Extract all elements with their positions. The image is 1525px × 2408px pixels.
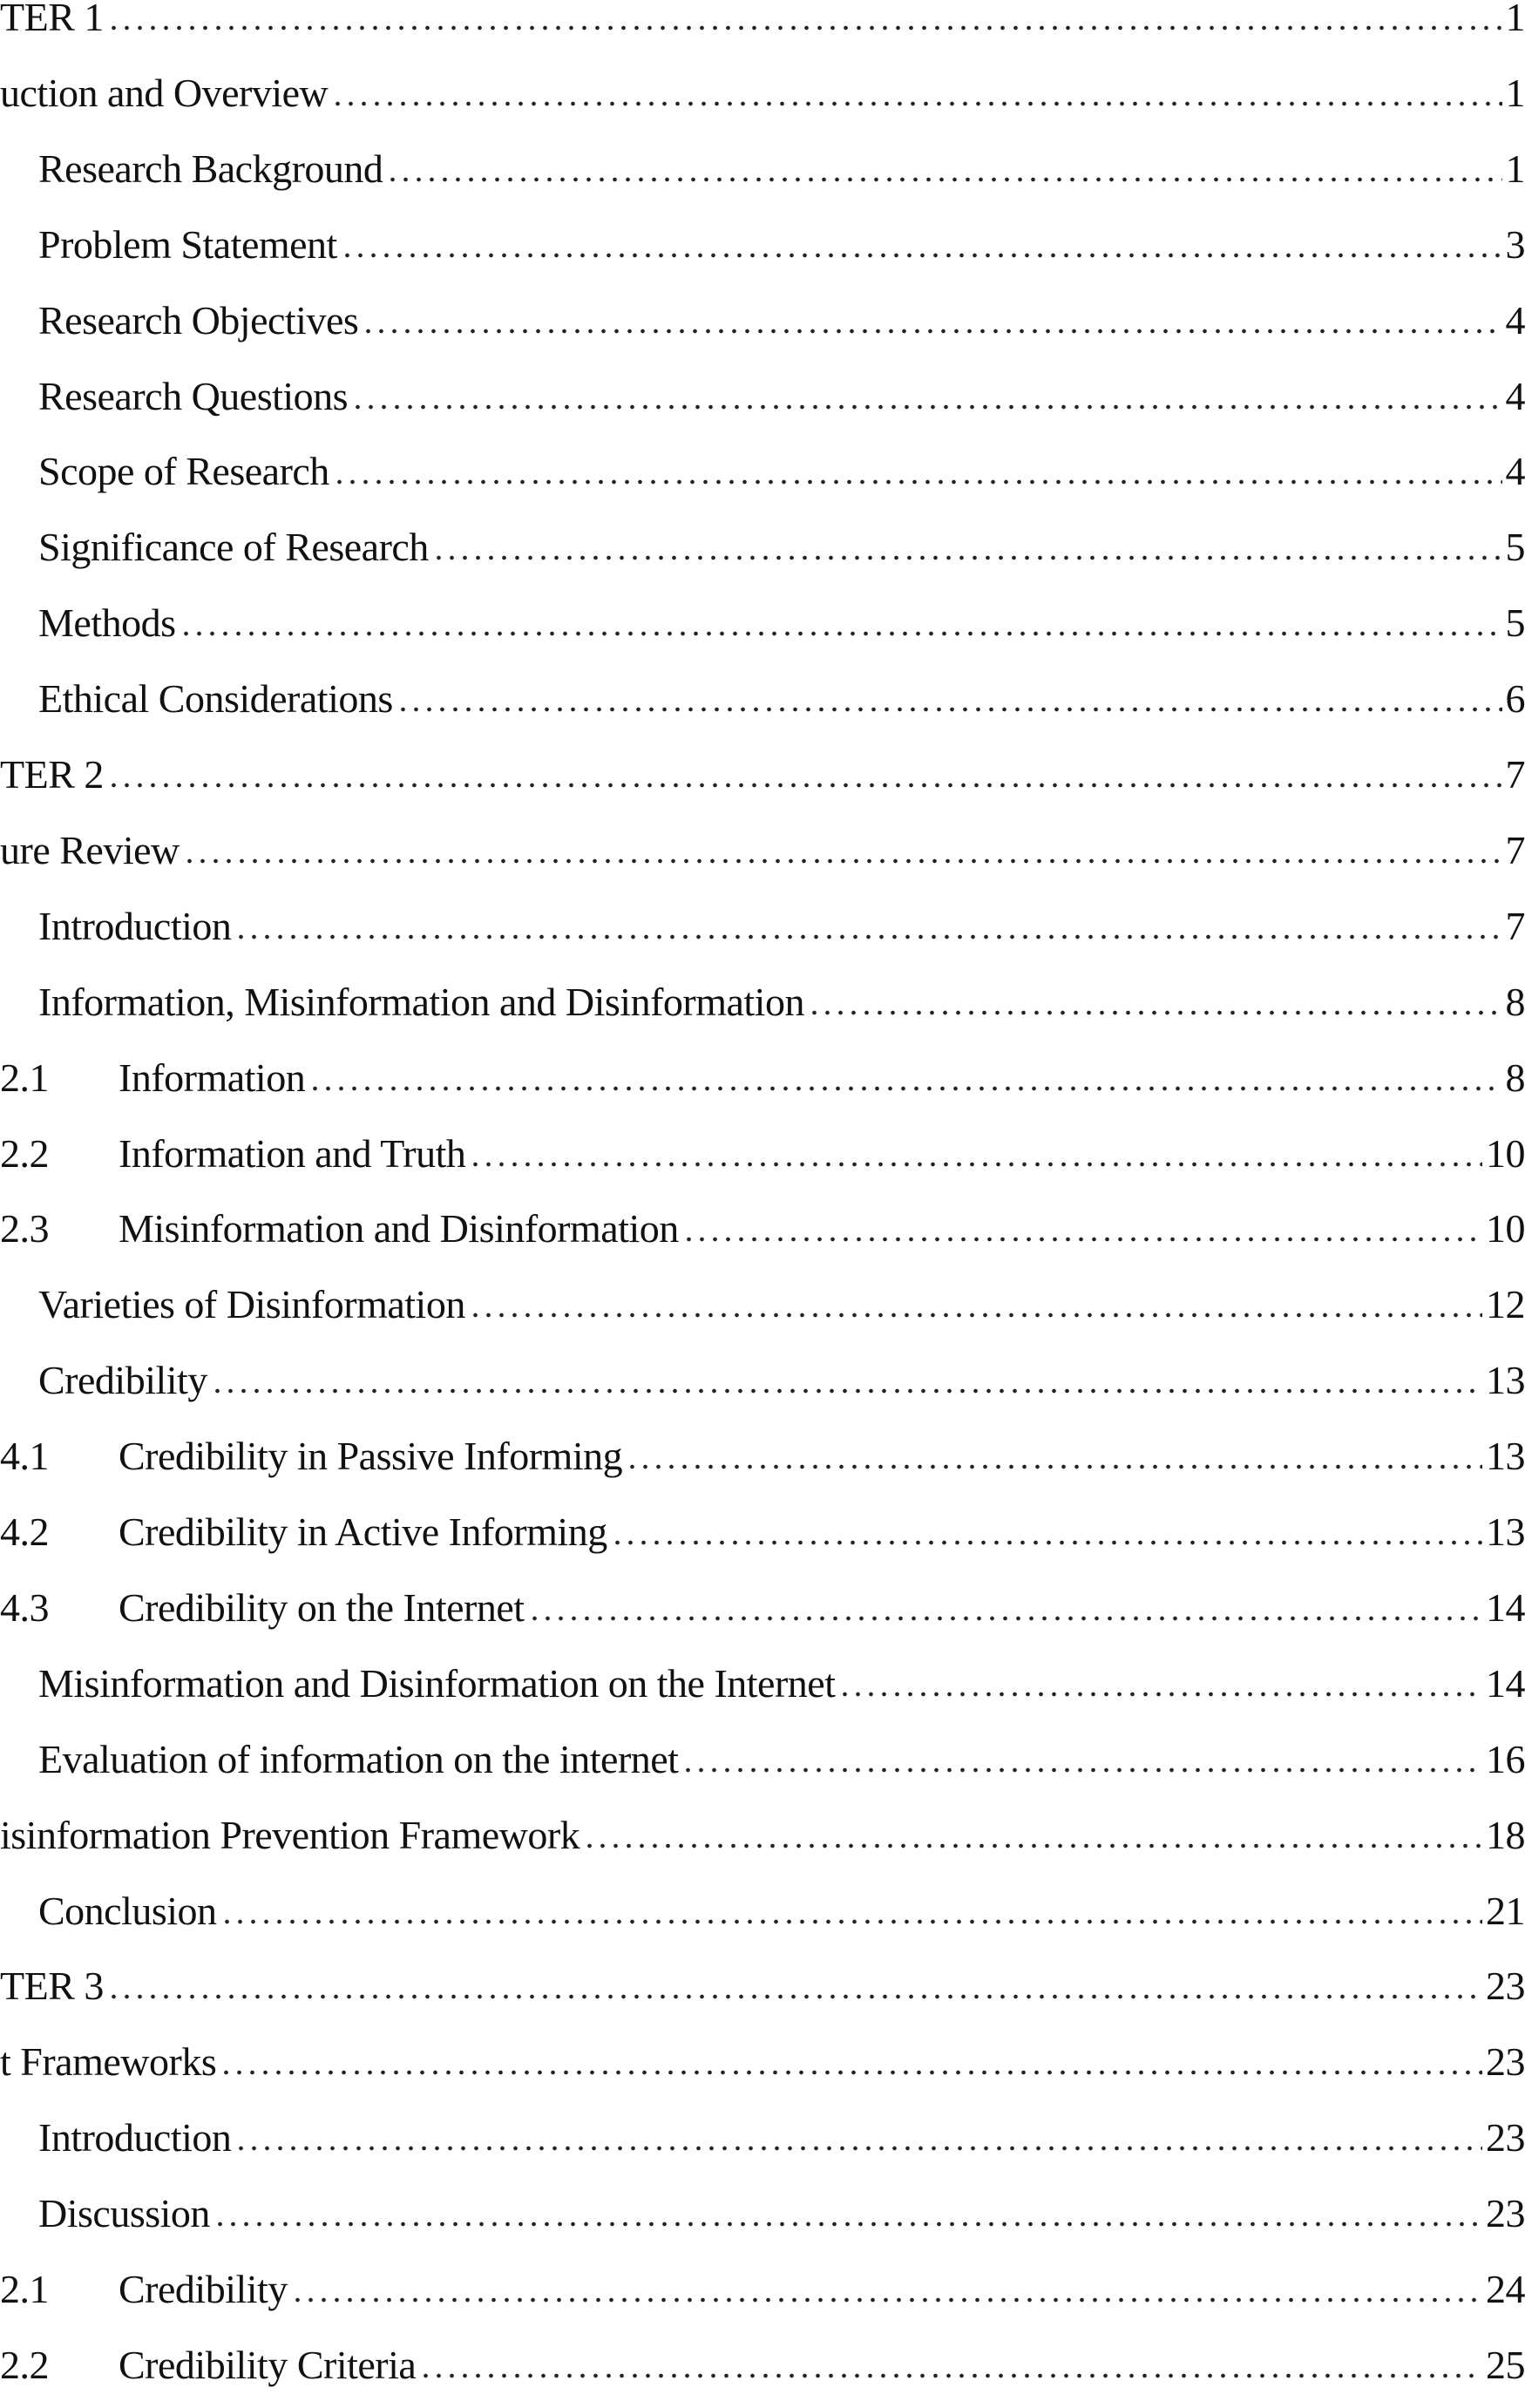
toc-entry-title: Credibility in Passive Informing xyxy=(119,1434,623,1479)
toc-entry[interactable] xyxy=(0,1960,1525,2012)
toc-entry-number: 4.1 xyxy=(0,1434,49,1479)
toc-entry-page: 4 xyxy=(1505,373,1525,418)
toc-entry-title: Evaluation of information on the internet xyxy=(38,1736,679,1781)
toc-entry-page: 25 xyxy=(1486,2342,1525,2387)
leader-dots xyxy=(351,401,1501,410)
toc-entry-page: 16 xyxy=(1486,1736,1525,1781)
toc-entry-page: 8 xyxy=(1505,1055,1525,1100)
toc-entry-page: 13 xyxy=(1486,1509,1525,1554)
toc-entry-title: Credibility Criteria xyxy=(119,2342,417,2387)
leader-dots xyxy=(396,703,1502,712)
toc-entry-title: uction and Overview xyxy=(0,70,329,115)
toc-entry-page: 23 xyxy=(1486,2191,1525,2236)
leader-dots xyxy=(220,2066,1482,2075)
toc-entry-title: Credibility xyxy=(119,2267,288,2311)
leader-dots xyxy=(341,249,1502,258)
toc-entry-page: 7 xyxy=(1505,827,1525,872)
toc-entry-page: 6 xyxy=(1505,676,1525,722)
toc-entry[interactable] xyxy=(0,1128,1525,1180)
toc-entry-page: 8 xyxy=(1505,979,1525,1024)
toc-entry[interactable] xyxy=(0,370,1525,423)
leader-dots xyxy=(333,476,1502,485)
toc-entry-number: 2.1 xyxy=(0,1055,49,1100)
toc-entry[interactable] xyxy=(0,597,1525,649)
toc-entry-title: Information xyxy=(119,1055,306,1100)
toc-entry-title: Conclusion xyxy=(38,1888,217,1933)
leader-dots xyxy=(528,1612,1482,1621)
toc-entry-page: 23 xyxy=(1486,2115,1525,2160)
toc-entry-title: Ethical Considerations xyxy=(38,676,393,722)
leader-dots xyxy=(183,855,1502,864)
toc-entry[interactable] xyxy=(0,976,1525,1028)
toc-entry[interactable] xyxy=(0,219,1525,271)
leader-dots xyxy=(308,1082,1501,1091)
leader-dots xyxy=(432,552,1502,560)
leader-dots xyxy=(107,22,1502,31)
leader-dots xyxy=(331,98,1501,106)
toc-entry-page: 21 xyxy=(1486,1888,1525,1933)
toc-entry-page: 1 xyxy=(1505,0,1525,39)
toc-entry-title: Research Questions xyxy=(38,373,349,418)
toc-entry-page: 12 xyxy=(1486,1282,1525,1327)
leader-dots xyxy=(180,627,1502,636)
toc-entry[interactable] xyxy=(0,445,1525,498)
toc-entry[interactable] xyxy=(0,295,1525,347)
toc-entry-page: 4 xyxy=(1505,449,1525,494)
toc-entry-page: 5 xyxy=(1505,600,1525,646)
toc-entry[interactable] xyxy=(0,900,1525,953)
toc-entry-title: isinformation Prevention Framework xyxy=(0,1812,580,1857)
toc-entry-title: Information and Truth xyxy=(119,1130,466,1176)
leader-dots xyxy=(234,931,1501,939)
toc-entry-title: t Frameworks xyxy=(0,2039,217,2085)
toc-entry[interactable] xyxy=(0,749,1525,801)
toc-entry-title: Discussion xyxy=(38,2191,210,2236)
toc-entry[interactable] xyxy=(0,1582,1525,1634)
toc-entry-page: 18 xyxy=(1486,1812,1525,1857)
toc-entry-number: 2.2 xyxy=(0,2342,49,2387)
toc-entry-title: TER 2 xyxy=(0,752,104,797)
leader-dots xyxy=(583,1840,1482,1848)
leader-dots xyxy=(419,2370,1482,2378)
toc-entry-page: 23 xyxy=(1486,2039,1525,2085)
toc-entry[interactable] xyxy=(0,2339,1525,2391)
toc-entry-title: Significance of Research xyxy=(38,525,429,570)
toc-entry-title: Research Background xyxy=(38,146,383,191)
toc-entry-page: 10 xyxy=(1486,1206,1525,1251)
toc-entry[interactable] xyxy=(0,1658,1525,1710)
toc-entry-page: 1 xyxy=(1505,146,1525,191)
toc-entry-number: 4.2 xyxy=(0,1509,49,1554)
toc-entry[interactable] xyxy=(0,0,1525,44)
toc-entry-page: 4 xyxy=(1505,297,1525,343)
toc-entry-page: 5 xyxy=(1505,525,1525,570)
toc-entry-title: Credibility xyxy=(38,1358,207,1403)
leader-dots xyxy=(469,1309,1482,1318)
toc-entry[interactable] xyxy=(0,673,1525,725)
toc-entry[interactable] xyxy=(0,1354,1525,1407)
toc-entry[interactable] xyxy=(0,1885,1525,1937)
toc-entry[interactable] xyxy=(0,1506,1525,1558)
toc-entry-title: Problem Statement xyxy=(38,221,337,267)
toc-entry[interactable] xyxy=(0,824,1525,877)
leader-dots xyxy=(234,2142,1482,2151)
toc-entry[interactable] xyxy=(0,67,1525,119)
toc-entry[interactable] xyxy=(0,1052,1525,1104)
toc-entry[interactable] xyxy=(0,1430,1525,1482)
toc-entry-title: ure Review xyxy=(0,827,180,872)
leader-dots xyxy=(107,1991,1482,1999)
leader-dots xyxy=(838,1688,1482,1697)
toc-entry-page: 1 xyxy=(1505,70,1525,115)
toc-entry-title: Research Objectives xyxy=(38,297,359,343)
toc-entry[interactable] xyxy=(0,521,1525,573)
toc-entry[interactable] xyxy=(0,1203,1525,1255)
toc-entry-page: 7 xyxy=(1505,903,1525,948)
toc-entry[interactable] xyxy=(0,143,1525,195)
toc-entry[interactable] xyxy=(0,2036,1525,2088)
leader-dots xyxy=(469,1158,1482,1167)
toc-entry-title: Introduction xyxy=(38,2115,232,2160)
leader-dots xyxy=(682,1233,1482,1242)
toc-entry-page: 13 xyxy=(1486,1434,1525,1479)
toc-entry-page: 23 xyxy=(1486,1964,1525,2009)
toc-entry-title: Scope of Research xyxy=(38,449,329,494)
leader-dots xyxy=(626,1461,1482,1469)
toc-entry-page: 24 xyxy=(1486,2267,1525,2311)
leader-dots xyxy=(214,2218,1482,2227)
toc-entry-page: 10 xyxy=(1486,1130,1525,1176)
toc-entry-title: Varieties of Disinformation xyxy=(38,1282,465,1327)
leader-dots xyxy=(362,325,1501,334)
leader-dots xyxy=(681,1764,1482,1773)
toc-entry[interactable] xyxy=(0,2188,1525,2240)
leader-dots xyxy=(107,779,1502,788)
toc-entry[interactable] xyxy=(0,1809,1525,1862)
toc-entry-number: 2.1 xyxy=(0,2267,49,2311)
toc-entry-title: Information, Misinformation and Disinformation xyxy=(38,979,804,1024)
toc-entry[interactable] xyxy=(0,2112,1525,2164)
toc-entry-title: Introduction xyxy=(38,903,232,948)
toc-entry-number: 4.3 xyxy=(0,1584,49,1630)
toc-entry-number: 2.2 xyxy=(0,1130,49,1176)
toc-entry[interactable] xyxy=(0,1279,1525,1331)
toc-entry-title: Methods xyxy=(38,600,176,646)
leader-dots xyxy=(611,1536,1482,1545)
toc-entry-page: 7 xyxy=(1505,752,1525,797)
leader-dots xyxy=(211,1385,1482,1394)
toc-entry-title: TER 1 xyxy=(0,0,104,39)
toc-entry-title: Misinformation and Disinformation on the Internet xyxy=(38,1660,836,1706)
toc-entry-number: 2.3 xyxy=(0,1206,49,1251)
toc-entry-title: Misinformation and Disinformation xyxy=(119,1206,679,1251)
toc-entry-title: Credibility on the Internet xyxy=(119,1584,525,1630)
toc-entry-title: TER 3 xyxy=(0,1964,104,2009)
leader-dots xyxy=(808,1007,1502,1015)
leader-dots xyxy=(386,173,1501,182)
toc-entry-page: 14 xyxy=(1486,1660,1525,1706)
toc-entry-page: 14 xyxy=(1486,1584,1525,1630)
toc-entry-title: Credibility in Active Informing xyxy=(119,1509,607,1554)
toc-entry-page: 13 xyxy=(1486,1358,1525,1403)
leader-dots xyxy=(291,2294,1482,2303)
leader-dots xyxy=(220,1916,1482,1924)
toc-entry-page: 3 xyxy=(1505,221,1525,267)
toc-entry[interactable] xyxy=(0,2263,1525,2316)
toc-entry[interactable] xyxy=(0,1733,1525,1786)
